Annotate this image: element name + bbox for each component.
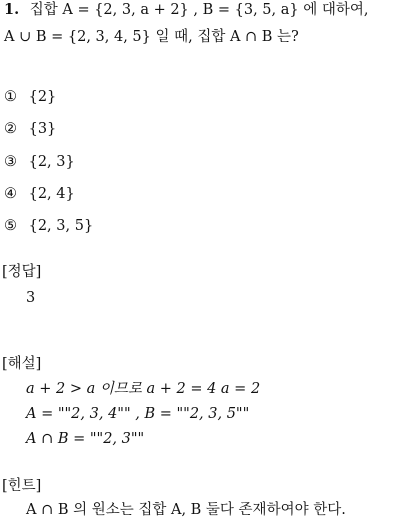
choice-text: {2, 4}	[28, 186, 75, 202]
choice-text: {2, 3, 5}	[28, 218, 94, 234]
hint-text: A ∩ B 의 원소는 집합 A, B 둘다 존재하여야 한다.	[26, 502, 346, 518]
choice-3[interactable]	[4, 153, 75, 171]
choice-text: {3}	[28, 121, 57, 137]
explanation-line: A = ""2, 3, 4"" , B = ""2, 3, 5""	[26, 406, 250, 422]
explanation-label: [해설]	[2, 356, 42, 372]
problem-number: 1.	[4, 1, 20, 18]
choice-marker: ②	[4, 121, 17, 137]
choice-text: {2, 3}	[28, 154, 75, 170]
choice-marker: ①	[4, 89, 17, 105]
answer-label: [정답]	[2, 264, 42, 280]
explanation-line: A ∩ B = ""2, 3""	[26, 431, 145, 447]
problem-statement-2: A ∪ B = {2, 3, 4, 5} 일 때, 집합 A ∩ B 는?	[4, 29, 299, 45]
explanation-line: a + 2 > a 이므로 a + 2 = 4 a = 2	[26, 381, 261, 397]
hint-label: [힌트]	[2, 478, 42, 494]
choice-marker: ③	[4, 154, 17, 170]
choice-1[interactable]	[4, 88, 56, 106]
choice-4[interactable]	[4, 185, 75, 203]
choice-2[interactable]	[4, 120, 56, 138]
problem-line-1	[4, 1, 368, 19]
choice-marker: ④	[4, 186, 17, 202]
answer-value: 3	[26, 290, 36, 306]
choice-text: {2}	[28, 89, 57, 105]
choice-5[interactable]	[4, 217, 93, 235]
choice-marker: ⑤	[4, 218, 17, 234]
problem-statement-1: 집합 A = {2, 3, a + 2} , B = {3, 5, a} 에 대하여,	[29, 2, 369, 18]
